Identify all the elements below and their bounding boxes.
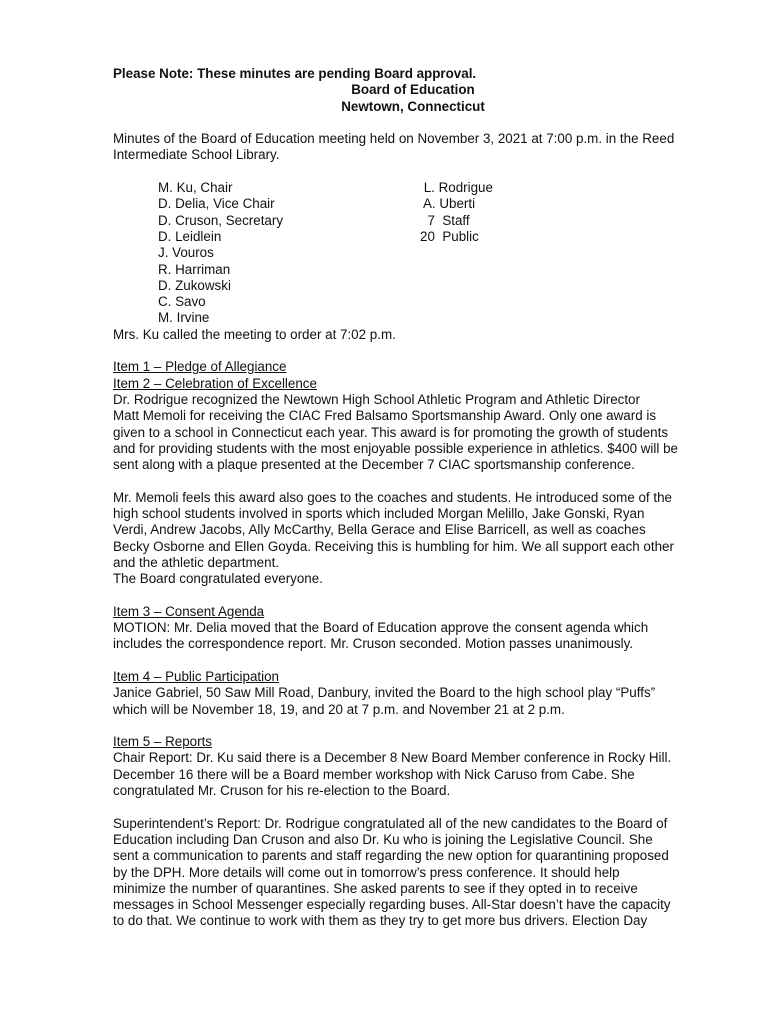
- item3-heading: Item 3 – Consent Agenda: [113, 603, 265, 619]
- member-name: J. Vouros: [158, 245, 214, 261]
- intro-line: Minutes of the Board of Education meeting held on November 3, 2021 at 7:00 p.m. in the Reed: [113, 131, 675, 147]
- paragraph-line: and for providing students with the most enjoyable possible experience in athletics. $400 will be: [113, 440, 678, 456]
- member-name: M. Ku, Chair: [158, 180, 233, 196]
- board-members-list: [158, 180, 283, 327]
- attendee-entry: L. Rodrigue: [420, 180, 493, 196]
- paragraph-line: minimize the number of quarantines. She asked parents to see if they opted in to receive: [113, 880, 638, 896]
- paragraph-line: Becky Osborne and Ellen Goyda. Receiving this is humbling for him. We all support each other: [113, 538, 674, 554]
- attendee-entry: 20 Public: [420, 228, 479, 244]
- paragraph-line: congratulated Mr. Cruson for his re-election to the Board.: [113, 783, 451, 799]
- paragraph-line: December 16 there will be a Board member workshop with Nick Caruso from Cabe. She: [113, 766, 635, 782]
- paragraph-line: sent a communication to parents and staff regarding the new option for quarantining proposed: [113, 848, 669, 864]
- paragraph-line: Janice Gabriel, 50 Saw Mill Road, Danbury, invited the Board to the high school play “Puffs”: [113, 685, 656, 701]
- paragraph-line: The Board congratulated everyone.: [113, 571, 323, 587]
- location-title: Newtown, Connecticut: [341, 98, 485, 114]
- paragraph-line: includes the correspondence report. Mr. Cruson seconded. Motion passes unanimously.: [113, 636, 634, 652]
- paragraph-line: which will be November 18, 19, and 20 at 7 p.m. and November 21 at 2 p.m.: [113, 701, 565, 717]
- paragraph-line: Education including Dan Cruson and also Dr. Ku who is joining the Legislative Council. She: [113, 831, 653, 847]
- other-attendees-list: [420, 180, 493, 245]
- member-name: D. Delia, Vice Chair: [158, 196, 275, 212]
- paragraph-line: Matt Memoli for receiving the CIAC Fred Balsamo Sportsmanship Award. Only one award is: [113, 408, 657, 424]
- paragraph-line: to do that. We continue to work with them as they try to get more bus drivers. Election Day: [113, 913, 648, 929]
- intro-line: Intermediate School Library.: [113, 147, 280, 163]
- member-name: M. Irvine: [158, 310, 210, 326]
- item2-heading: Item 2 – Celebration of Excellence: [113, 375, 317, 391]
- paragraph-line: sent along with a plaque presented at the December 7 CIAC sportsmanship conference.: [113, 457, 635, 473]
- paragraph-line: high school students involved in sports which included Morgan Melillo, Jake Gonski, Ryan: [113, 506, 645, 522]
- paragraph-line: given to a school in Connecticut each year. This award is for promoting the growth of students: [113, 424, 669, 440]
- attendee-entry: A. Uberti: [420, 196, 476, 212]
- item4-heading: Item 4 – Public Participation: [113, 669, 279, 684]
- minutes-document: [113, 66, 713, 930]
- attendee-entry: 7 Staff: [420, 212, 470, 228]
- member-name: R. Harriman: [158, 261, 231, 277]
- paragraph-line: and the athletic department.: [113, 554, 280, 570]
- paragraph-line: messages in School Messenger especially regarding buses. All-Star doesn’t have the capacity: [113, 897, 671, 913]
- member-name: C. Savo: [158, 294, 206, 310]
- paragraph-line: Chair Report: Dr. Ku said there is a December 8 New Board Member conference in Rocky Hill.: [113, 750, 672, 766]
- paragraph-line: Superintendent’s Report: Dr. Rodrigue congratulated all of the new candidates to the Board of: [113, 815, 668, 831]
- item5-heading: Item 5 – Reports: [113, 734, 212, 750]
- item1-heading: Item 1 – Pledge of Allegiance: [113, 359, 287, 375]
- paragraph-line: Verdi, Andrew Jacobs, Ally McCarthy, Bella Gerace and Elise Barricell, as well as coaches: [113, 522, 646, 538]
- paragraph-line: Mr. Memoli feels this award also goes to the coaches and students. He introduced some of the: [113, 489, 672, 505]
- approval-note: Please Note: These minutes are pending Board approval.: [113, 66, 477, 81]
- paragraph-line: MOTION: Mr. Delia moved that the Board of Education approve the consent agenda which: [113, 620, 649, 636]
- paragraph-line: by the DPH. More details will come out in tomorrow’s press conference. It should help: [113, 864, 620, 880]
- call-to-order: Mrs. Ku called the meeting to order at 7:02 p.m.: [113, 326, 396, 342]
- org-title: Board of Education: [351, 82, 475, 98]
- member-name: D. Zukowski: [158, 277, 231, 293]
- member-name: D. Cruson, Secretary: [158, 212, 284, 228]
- paragraph-line: Dr. Rodrigue recognized the Newtown High School Athletic Program and Athletic Director: [113, 391, 640, 407]
- attendance-block: [113, 180, 713, 327]
- member-name: D. Leidlein: [158, 228, 222, 244]
